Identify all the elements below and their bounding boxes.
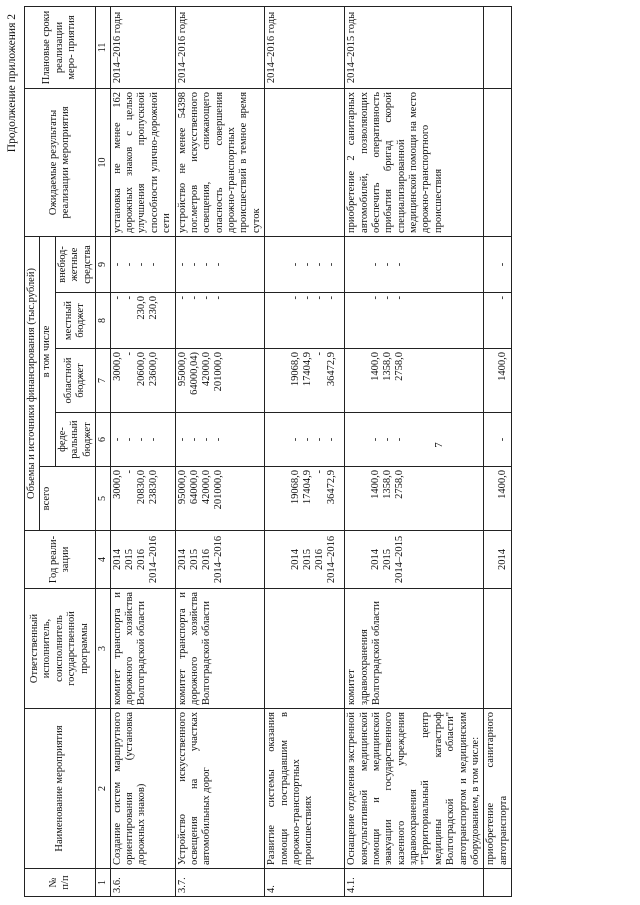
cell-value: 2014 bbox=[176, 549, 188, 570]
local-cell bbox=[110, 293, 175, 349]
cell-value: - bbox=[290, 437, 302, 442]
local-cell bbox=[265, 293, 345, 349]
col-number: 4 bbox=[95, 531, 110, 589]
cell-value: - bbox=[123, 437, 135, 442]
cell-value: - bbox=[176, 262, 188, 267]
local-cell bbox=[345, 293, 484, 349]
cell-value: - bbox=[382, 262, 394, 267]
federal-cell bbox=[175, 413, 265, 467]
cell-value: - bbox=[188, 437, 200, 442]
cell-value: - bbox=[123, 262, 135, 267]
cell-value: - bbox=[176, 437, 188, 442]
header-funding: Объемы и источники финансирования (тыс.рублей) bbox=[25, 236, 40, 530]
expected-results: приобретение 2 санитарных автомобилей, позволяющих обеспечить оперативность прибытия бригад скорой специализированной медицинской помощи на место дорожно-транспортного происшествия bbox=[345, 88, 484, 236]
cell-value: 230,0 bbox=[135, 296, 147, 320]
cell-value: - bbox=[200, 262, 212, 267]
cell-value: 201000,0 bbox=[212, 352, 224, 392]
executor-cell: комитет транспорта и дорожного хозяйства Волгоградской области bbox=[175, 589, 265, 709]
cell-value: - bbox=[200, 437, 212, 442]
header-year: Год реали- зации bbox=[25, 531, 96, 589]
cell-value: 2014 bbox=[290, 549, 302, 570]
expected-results bbox=[484, 88, 512, 236]
cell-value: - bbox=[370, 262, 382, 267]
cell-value: - bbox=[394, 437, 406, 442]
planned-terms: 2014–2015 годы bbox=[345, 6, 484, 88]
local-cell bbox=[484, 293, 512, 349]
cell-value: - bbox=[314, 352, 326, 356]
cell-value: - bbox=[176, 296, 188, 300]
cell-value: 2015 bbox=[382, 549, 394, 570]
col-number: 6 bbox=[95, 413, 110, 467]
funding-table bbox=[24, 6, 512, 897]
column-number-row bbox=[95, 6, 110, 896]
regional-cell bbox=[265, 349, 345, 413]
total-cell bbox=[484, 467, 512, 531]
header-expected: Ожидаемые результаты реализации мероприятия bbox=[25, 88, 96, 236]
offbudget-cell bbox=[484, 236, 512, 292]
header-num: № п/п bbox=[25, 869, 96, 897]
cell-value: 1400,0 bbox=[497, 470, 509, 499]
expected-results: устройство не менее 54398 пог.метров искусственного освещения, снижающего опасность совершения дорожно-транспортных происшествий в темное время суток bbox=[175, 88, 265, 236]
cell-value: 1400,0 bbox=[370, 470, 382, 499]
cell-value: - bbox=[123, 470, 135, 474]
row-number bbox=[484, 869, 512, 897]
executor-cell: комитет здравоохранения Волгоградской области bbox=[345, 589, 484, 709]
cell-value: - bbox=[302, 437, 314, 442]
cell-value: - bbox=[212, 296, 224, 300]
planned-terms bbox=[484, 6, 512, 88]
cell-value: - bbox=[111, 437, 123, 442]
cell-value: - bbox=[147, 437, 159, 442]
cell-value: 2015 bbox=[302, 549, 314, 570]
cell-value: - bbox=[497, 437, 509, 442]
cell-value: 2015 bbox=[188, 549, 200, 570]
planned-terms: 2014–2016 годы bbox=[175, 6, 265, 88]
row-number: 4. bbox=[265, 869, 345, 897]
years-cell bbox=[175, 531, 265, 589]
cell-value: 95000,0 bbox=[176, 352, 188, 387]
cell-value: 2758,0 bbox=[394, 470, 406, 499]
total-cell bbox=[175, 467, 265, 531]
header-local: местный бюджет bbox=[55, 293, 95, 349]
executor-cell bbox=[484, 589, 512, 709]
cell-value: 23600,0 bbox=[147, 352, 159, 387]
offbudget-cell bbox=[175, 236, 265, 292]
header-regional: областной бюджет bbox=[55, 349, 95, 413]
cell-value: - bbox=[111, 296, 123, 300]
header-federal: феде- ральный бюджет bbox=[55, 413, 95, 467]
executor-cell bbox=[265, 589, 345, 709]
cell-value: - bbox=[302, 296, 314, 300]
executor-cell: комитет транспорта и дорожного хозяйства Волгоградской области bbox=[110, 589, 175, 709]
cell-value: 64000,04) bbox=[188, 352, 200, 395]
col-number: 5 bbox=[95, 467, 110, 531]
expected-results bbox=[265, 88, 345, 236]
cell-value: 1400,0 bbox=[370, 352, 382, 381]
federal-cell bbox=[345, 413, 484, 467]
col-number: 3 bbox=[95, 589, 110, 709]
cell-value: - bbox=[370, 296, 382, 300]
table-row bbox=[110, 6, 175, 896]
col-number: 11 bbox=[95, 6, 110, 88]
cell-value: 20600,0 bbox=[135, 352, 147, 387]
regional-cell bbox=[175, 349, 265, 413]
cell-value: 2014–2015 bbox=[394, 535, 406, 584]
cell-value: 42000,0 bbox=[200, 470, 212, 505]
years-cell bbox=[265, 531, 345, 589]
cell-value: - bbox=[188, 296, 200, 300]
header-executor: Ответственный исполнитель, соисполнитель государственной программы bbox=[25, 589, 96, 709]
measure-name: Развитие системы оказания помощи пострадавшим в дорожно-транспортных происшествиях bbox=[265, 709, 345, 869]
total-cell bbox=[110, 467, 175, 531]
cell-value: 2016 bbox=[200, 549, 212, 570]
cell-value: - bbox=[394, 262, 406, 267]
total-cell bbox=[265, 467, 345, 531]
measure-name: Устройство искусственного освещения на участках автомобильных дорог bbox=[175, 709, 265, 869]
cell-value: - bbox=[200, 296, 212, 300]
col-number: 2 bbox=[95, 709, 110, 869]
cell-value: - bbox=[290, 262, 302, 267]
cell-value: 1400,0 bbox=[497, 352, 509, 381]
expected-results: установка не менее 162 дорожных знаков с целью улучшения пропускной способности улично-дорожной сети bbox=[110, 88, 175, 236]
cell-value: - bbox=[111, 262, 123, 267]
cell-value: 2014 bbox=[370, 549, 382, 570]
col-number: 8 bbox=[95, 293, 110, 349]
row-number: 3.7. bbox=[175, 869, 265, 897]
cell-value: - bbox=[212, 262, 224, 267]
col-number: 1 bbox=[95, 869, 110, 897]
cell-value: - bbox=[394, 296, 406, 300]
cell-value: 2016 bbox=[135, 549, 147, 570]
cell-value: 23830,0 bbox=[147, 470, 159, 505]
cell-value: 2014–2016 bbox=[326, 535, 338, 584]
years-cell bbox=[345, 531, 484, 589]
cell-value: - bbox=[123, 352, 135, 356]
cell-value: 2015 bbox=[123, 549, 135, 570]
header-incl: в том числе bbox=[40, 236, 55, 466]
cell-value: - bbox=[314, 296, 326, 300]
years-cell bbox=[484, 531, 512, 589]
header-total: всего bbox=[40, 467, 96, 531]
cell-value: - bbox=[135, 437, 147, 442]
table-row bbox=[484, 6, 512, 896]
cell-value: - bbox=[382, 437, 394, 442]
row-number: 4.1. bbox=[345, 869, 484, 897]
cell-value: 201000,0 bbox=[212, 470, 224, 510]
cell-value: - bbox=[302, 262, 314, 267]
cell-value: - bbox=[314, 262, 326, 267]
col-number: 7 bbox=[95, 349, 110, 413]
cell-value: 2758,0 bbox=[394, 352, 406, 381]
table-row bbox=[175, 6, 265, 896]
planned-terms: 2014–2016 годы bbox=[110, 6, 175, 88]
cell-value: - bbox=[147, 262, 159, 267]
regional-cell bbox=[484, 349, 512, 413]
cell-value: 2014–2016 bbox=[212, 535, 224, 584]
cell-value: 19068,0 bbox=[290, 352, 302, 387]
cell-value: 1358,0 bbox=[382, 352, 394, 381]
cell-value: - bbox=[326, 296, 338, 300]
cell-value: - bbox=[326, 437, 338, 442]
cell-value: - bbox=[188, 262, 200, 267]
cell-value: 2014 bbox=[111, 549, 123, 570]
cell-value: - bbox=[382, 296, 394, 300]
cell-value: - bbox=[212, 437, 224, 442]
measure-name: Создание систем маршрутного ориентирования (установка дорожных знаков) bbox=[110, 709, 175, 869]
page-number: 7 bbox=[433, 442, 445, 448]
cell-value: 2014–2016 bbox=[147, 535, 159, 584]
row-number: 3.6. bbox=[110, 869, 175, 897]
planned-terms: 2014–2016 годы bbox=[265, 6, 345, 88]
cell-value: - bbox=[290, 296, 302, 300]
cell-value: 64000,0 bbox=[188, 470, 200, 505]
cell-value: - bbox=[314, 437, 326, 442]
cell-value: 17404,9 bbox=[302, 352, 314, 387]
table-body bbox=[110, 6, 511, 896]
total-cell bbox=[345, 467, 484, 531]
cell-value: 36472,9 bbox=[326, 470, 338, 505]
cell-value: 17404,9 bbox=[302, 470, 314, 505]
cell-value: 2016 bbox=[314, 549, 326, 570]
continuation-note: Продолжение приложения 2 bbox=[6, 14, 18, 153]
federal-cell bbox=[484, 413, 512, 467]
cell-value: - bbox=[370, 437, 382, 442]
years-cell bbox=[110, 531, 175, 589]
header-offbudget: внебюд- жетные средства bbox=[55, 236, 95, 292]
header-terms: Плановые сроки реализации меро- приятия bbox=[25, 6, 96, 88]
cell-value: 230,0 bbox=[147, 296, 159, 320]
measure-name: приобретение санитарного автотранспорта bbox=[484, 709, 512, 869]
cell-value: - bbox=[135, 262, 147, 267]
local-cell bbox=[175, 293, 265, 349]
cell-value: 2014 bbox=[497, 549, 509, 570]
offbudget-cell bbox=[345, 236, 484, 292]
cell-value: - bbox=[326, 262, 338, 267]
federal-cell bbox=[110, 413, 175, 467]
col-number: 10 bbox=[95, 88, 110, 236]
federal-cell bbox=[265, 413, 345, 467]
measure-name: Оснащение отделения экстренной консультативной медицинской помощи и медицинской эвакуации государственного казенного учреждения здравоохранения "Территориальный центр медицины катастроф Волгоградской области" автотранспортом и медицинским оборудованием, в том числе: bbox=[345, 709, 484, 869]
cell-value: - bbox=[314, 470, 326, 474]
cell-value: - bbox=[123, 296, 135, 300]
cell-value: 3000,0 bbox=[111, 470, 123, 499]
regional-cell bbox=[345, 349, 484, 413]
cell-value: 95000,0 bbox=[176, 470, 188, 505]
table-row bbox=[345, 6, 484, 896]
offbudget-cell bbox=[110, 236, 175, 292]
cell-value: 1358,0 bbox=[382, 470, 394, 499]
table-row bbox=[265, 6, 345, 896]
cell-value: - bbox=[497, 262, 509, 267]
header-row-1 bbox=[25, 6, 40, 896]
cell-value: 36472,9 bbox=[326, 352, 338, 387]
cell-value: 3000,0 bbox=[111, 352, 123, 381]
cell-value: - bbox=[497, 296, 509, 300]
regional-cell bbox=[110, 349, 175, 413]
cell-value: 42000,0 bbox=[200, 352, 212, 387]
offbudget-cell bbox=[265, 236, 345, 292]
header-name: Наименование мероприятия bbox=[25, 709, 96, 869]
col-number: 9 bbox=[95, 236, 110, 292]
cell-value: 20830,0 bbox=[135, 470, 147, 505]
cell-value: 19068,0 bbox=[290, 470, 302, 505]
